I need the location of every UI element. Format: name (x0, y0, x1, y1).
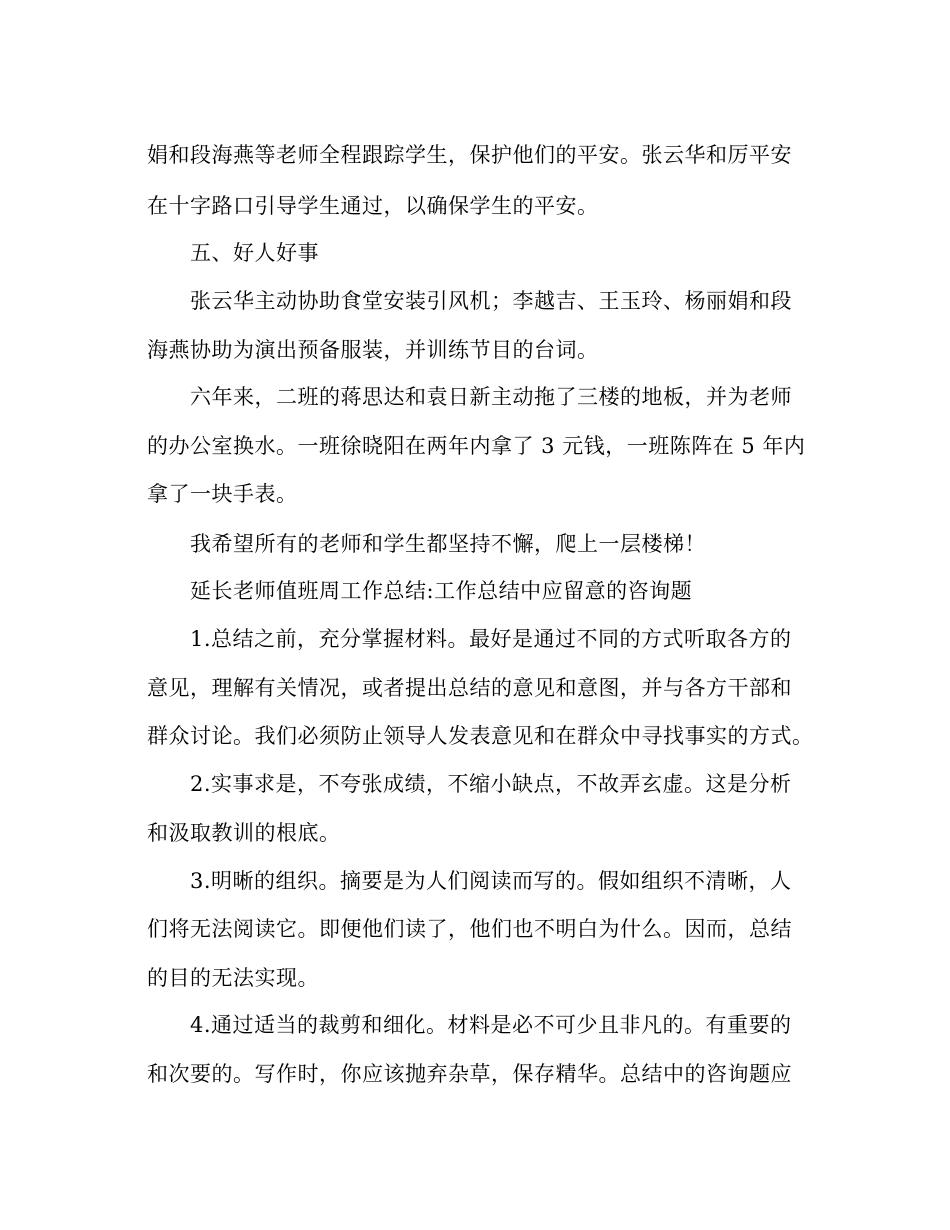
text-line: 群众讨论。我们必须防止领导人发表意见和在群众中寻找事实的方式。 (147, 724, 814, 748)
text-line: 和次要的。写作时，你应该抛弃杂草，保存精华。总结中的咨询题应 (147, 1062, 792, 1086)
text-line: 1.总结之前，充分掌握材料。最好是通过不同的方式听取各方的 (190, 627, 792, 651)
text-line: 娟和段海燕等老师全程跟踪学生，保护他们的平安。张云华和厉平安 (147, 143, 792, 167)
text-line: 六年来，二班的蒋思达和袁日新主动拖了三楼的地板，并为老师 (190, 385, 792, 409)
text-line: 意见，理解有关情况，或者提出总结的意见和意图，并与各方干部和 (147, 676, 792, 700)
text-line: 的办公室换水。一班徐晓阳在两年内拿了 3 元钱，一班陈阵在 5 年内 (147, 434, 806, 458)
text-line: 在十字路口引导学生通过，以确保学生的平安。 (147, 194, 599, 218)
text-line: 2.实事求是，不夸张成绩，不缩小缺点，不故弄玄虚。这是分析 (190, 772, 792, 796)
text-line: 拿了一块手表。 (147, 482, 298, 506)
text-line: 我希望所有的老师和学生都坚持不懈，爬上一层楼梯！ (190, 532, 706, 556)
text-line: 的目的无法实现。 (147, 966, 319, 990)
section-heading: 五、好人好事 (190, 241, 319, 265)
text-line: 张云华主动协助食堂安装引风机；李越吉、王玉玲、杨丽娟和段 (190, 289, 792, 313)
text-line: 4.通过适当的裁剪和细化。材料是必不可少且非凡的。有重要的 (190, 1013, 792, 1037)
text-line: 和汲取教训的根底。 (147, 821, 341, 845)
text-line: 海燕协助为演出预备服装，并训练节目的台词。 (147, 338, 599, 362)
text-line: 们将无法阅读它。即便他们读了，他们也不明白为什么。因而，总结 (147, 917, 792, 941)
section-title: 延长老师值班周工作总结:工作总结中应留意的咨询题 (190, 579, 693, 603)
text-line: 3.明晰的组织。摘要是为人们阅读而写的。假如组织不清晰，人 (190, 869, 792, 893)
